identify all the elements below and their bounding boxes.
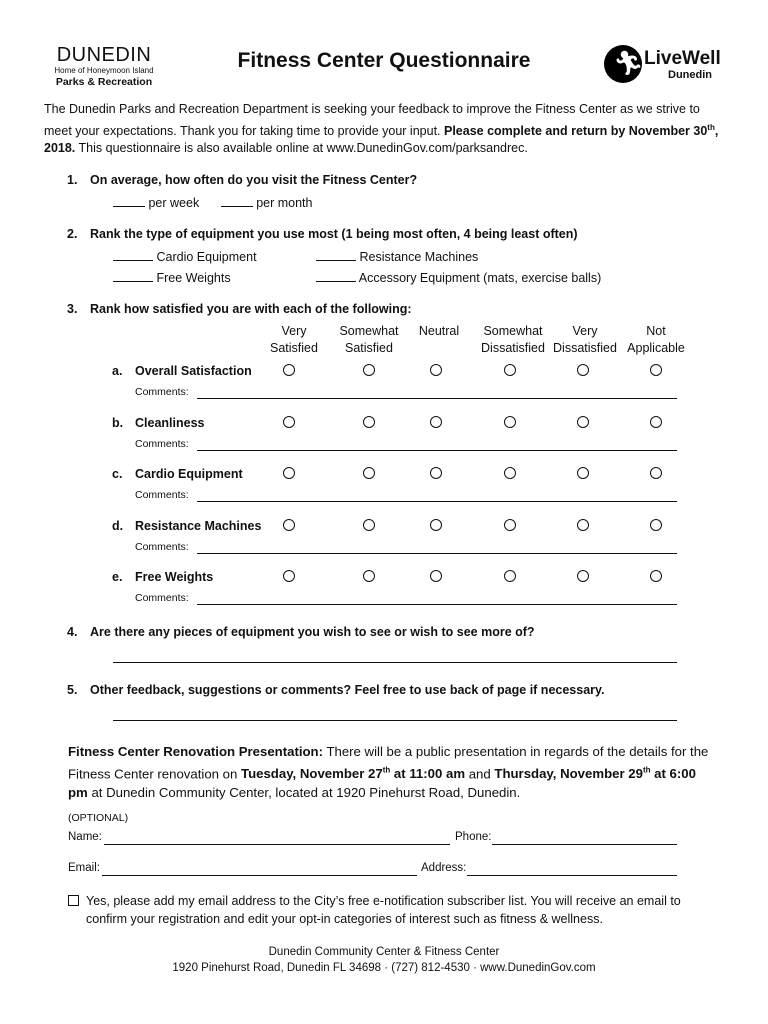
rating-radio[interactable] [430,364,442,376]
rating-radio[interactable] [577,570,589,582]
q5-number: 5. [67,683,78,697]
comments-line[interactable] [197,501,677,502]
livewell-logo [604,44,734,88]
q2-number: 2. [67,227,78,241]
rating-radio[interactable] [283,364,295,376]
rating-radio[interactable] [283,519,295,531]
address-field[interactable] [467,875,677,876]
rating-radio[interactable] [283,467,295,479]
q2-freeweights-label: Free Weights [156,271,231,285]
name-label: Name: [68,831,102,843]
rating-radio[interactable] [363,364,375,376]
q4-answer-line[interactable] [113,662,677,663]
intro-paragraph [44,101,724,158]
intro-text: The Dunedin Parks and Recreation Department is seeking your feedback to improve the Fitness Center as we strive to meet your expectations. Thank you for taking time to provide your input. [44,102,700,138]
q1-options [113,194,312,210]
q4-number: 4. [67,625,78,639]
optional-label: (OPTIONAL) [68,812,129,824]
intro-deadline-sup: th [707,122,715,132]
q1-month-label: per month [256,196,313,210]
footer-line2: 1920 Pinehurst Road, Dunedin FL 34698 · (727) 812-4530 · www.DunedinGov.com [172,962,596,974]
rating-item-letter: b. [112,416,124,430]
comments-line[interactable] [197,398,677,399]
rating-item-letter: a. [112,364,123,378]
q2-cardio-blank[interactable] [113,248,153,261]
rating-radio[interactable] [363,519,375,531]
comments-label: Comments: [135,541,189,553]
q2-freeweights-blank[interactable] [113,269,153,282]
rating-radio[interactable] [430,467,442,479]
presentation-date2: Thursday, November 29 [494,766,643,782]
col-very-satisfied: Very Satisfied [270,324,318,355]
intro-online: This questionnaire is also available online at www.DunedinGov.com/parksandrec. [75,141,528,156]
q1-week-label: per week [148,196,200,210]
intro-deadline: Please complete and return by November 30 [443,123,708,138]
col-somewhat-dissatisfied: Somewhat Dissatisfied [481,324,545,355]
col-neutral: Neutral [418,324,460,338]
comments-label: Comments: [135,386,189,398]
q2-text: Rank the type of equipment you use most (1 being most often, 4 being least often) [90,227,578,241]
rating-radio[interactable] [504,416,516,428]
q1-number: 1. [67,173,78,187]
livewell-sub: Dunedin [668,69,712,81]
name-field[interactable] [104,844,450,845]
subscribe-text: Yes, please add my email address to the City’s free e-notification subscriber list. You will receive an email to confirm your registration and edit your opt-in categories of interest such as fitness & wellness. [86,894,681,926]
q1-text: On average, how often do you visit the Fitness Center? [90,173,418,187]
q2-opt-accessory [316,269,601,285]
q5-answer-line[interactable] [113,720,677,721]
presentation-and: and [465,766,495,782]
comments-line[interactable] [197,450,677,451]
comments-label: Comments: [135,592,189,604]
rating-radio[interactable] [577,364,589,376]
q5-text: Other feedback, suggestions or comments? Feel free to use back of page if necessary. [90,683,605,697]
q2-opt-freeweights [113,269,231,285]
person-icon: 🏃︎ [604,45,642,83]
q2-resistance-label: Resistance Machines [359,250,479,264]
rating-item-label: Resistance Machines [135,519,262,533]
rating-radio[interactable] [283,570,295,582]
q2-opt-resistance [316,248,478,264]
rating-item-letter: c. [112,467,123,481]
rating-radio[interactable] [363,416,375,428]
q2-cardio-label: Cardio Equipment [156,250,257,264]
col-somewhat-satisfied: Somewhat Satisfied [339,324,399,355]
presentation-date2-sup: th [642,766,651,775]
phone-label: Phone: [455,831,492,843]
page-title: Fitness Center Questionnaire [237,49,531,72]
q2-opt-cardio [113,248,257,264]
presentation-date1: Tuesday, November 27 [241,766,383,782]
q4-text: Are there any pieces of equipment you wish to see or wish to see more of? [90,625,535,639]
presentation-date1-sup: th [382,766,391,775]
col-not-applicable: Not Applicable [627,324,685,355]
logo-name: DUNEDIN [56,44,152,66]
rating-radio[interactable] [430,416,442,428]
rating-radio[interactable] [504,467,516,479]
comments-line[interactable] [197,553,677,554]
col-very-dissatisfied: Very Dissatisfied [553,324,617,355]
q2-accessory-blank[interactable] [316,269,356,282]
rating-radio[interactable] [650,570,662,582]
rating-radio[interactable] [504,519,516,531]
livewell-name: LiveWell [644,48,721,69]
rating-radio[interactable] [650,364,662,376]
rating-radio[interactable] [650,416,662,428]
subscribe-checkbox[interactable] [68,895,79,906]
logo-dept: Parks & Recreation [55,76,153,88]
presentation-location: at Dunedin Community Center, located at 1920 Pinehurst Road, Dunedin. [87,785,521,801]
rating-item-letter: e. [112,570,123,584]
comments-label: Comments: [135,438,189,450]
email-label: Email: [68,862,100,874]
q1-month-blank[interactable] [221,194,253,207]
rating-radio[interactable] [363,570,375,582]
comments-line[interactable] [197,604,677,605]
rating-item-label: Cardio Equipment [135,467,243,481]
comments-label: Comments: [135,489,189,501]
rating-item-label: Overall Satisfaction [135,364,252,378]
phone-field[interactable] [492,844,677,845]
rating-radio[interactable] [577,416,589,428]
q2-resistance-blank[interactable] [316,248,356,261]
rating-radio[interactable] [430,519,442,531]
rating-radio[interactable] [283,416,295,428]
rating-radio[interactable] [577,519,589,531]
q3-text: Rank how satisfied you are with each of the following: [90,302,412,316]
logo-tagline: Home of Honeymoon Island [54,66,154,75]
presentation-text: There will be a public presentation in regards of the details for the Fitness Center renovation on [68,744,709,782]
rating-item-label: Cleanliness [135,416,205,430]
rating-radio[interactable] [504,570,516,582]
rating-item-label: Free Weights [135,570,214,584]
presentation-label: Fitness Center Renovation Presentation: [68,744,324,759]
intro-deadline-year: , 2018. [44,123,719,156]
rating-radio[interactable] [577,467,589,479]
q2-accessory-label: Accessory Equipment (mats, exercise balls) [358,271,602,285]
rating-radio[interactable] [363,467,375,479]
rating-radio[interactable] [650,519,662,531]
presentation-paragraph [68,742,713,802]
rating-item-letter: d. [112,519,124,533]
email-field[interactable] [102,875,417,876]
address-label: Address: [421,862,467,874]
footer-line1: Dunedin Community Center & Fitness Center [268,946,500,958]
q3-number: 3. [67,302,78,316]
rating-radio[interactable] [650,467,662,479]
q1-week-blank[interactable] [113,194,145,207]
presentation-time2: at 6:00 pm [68,766,696,801]
presentation-time1: at 11:00 am [390,766,466,782]
rating-radio[interactable] [430,570,442,582]
rating-radio[interactable] [504,364,516,376]
